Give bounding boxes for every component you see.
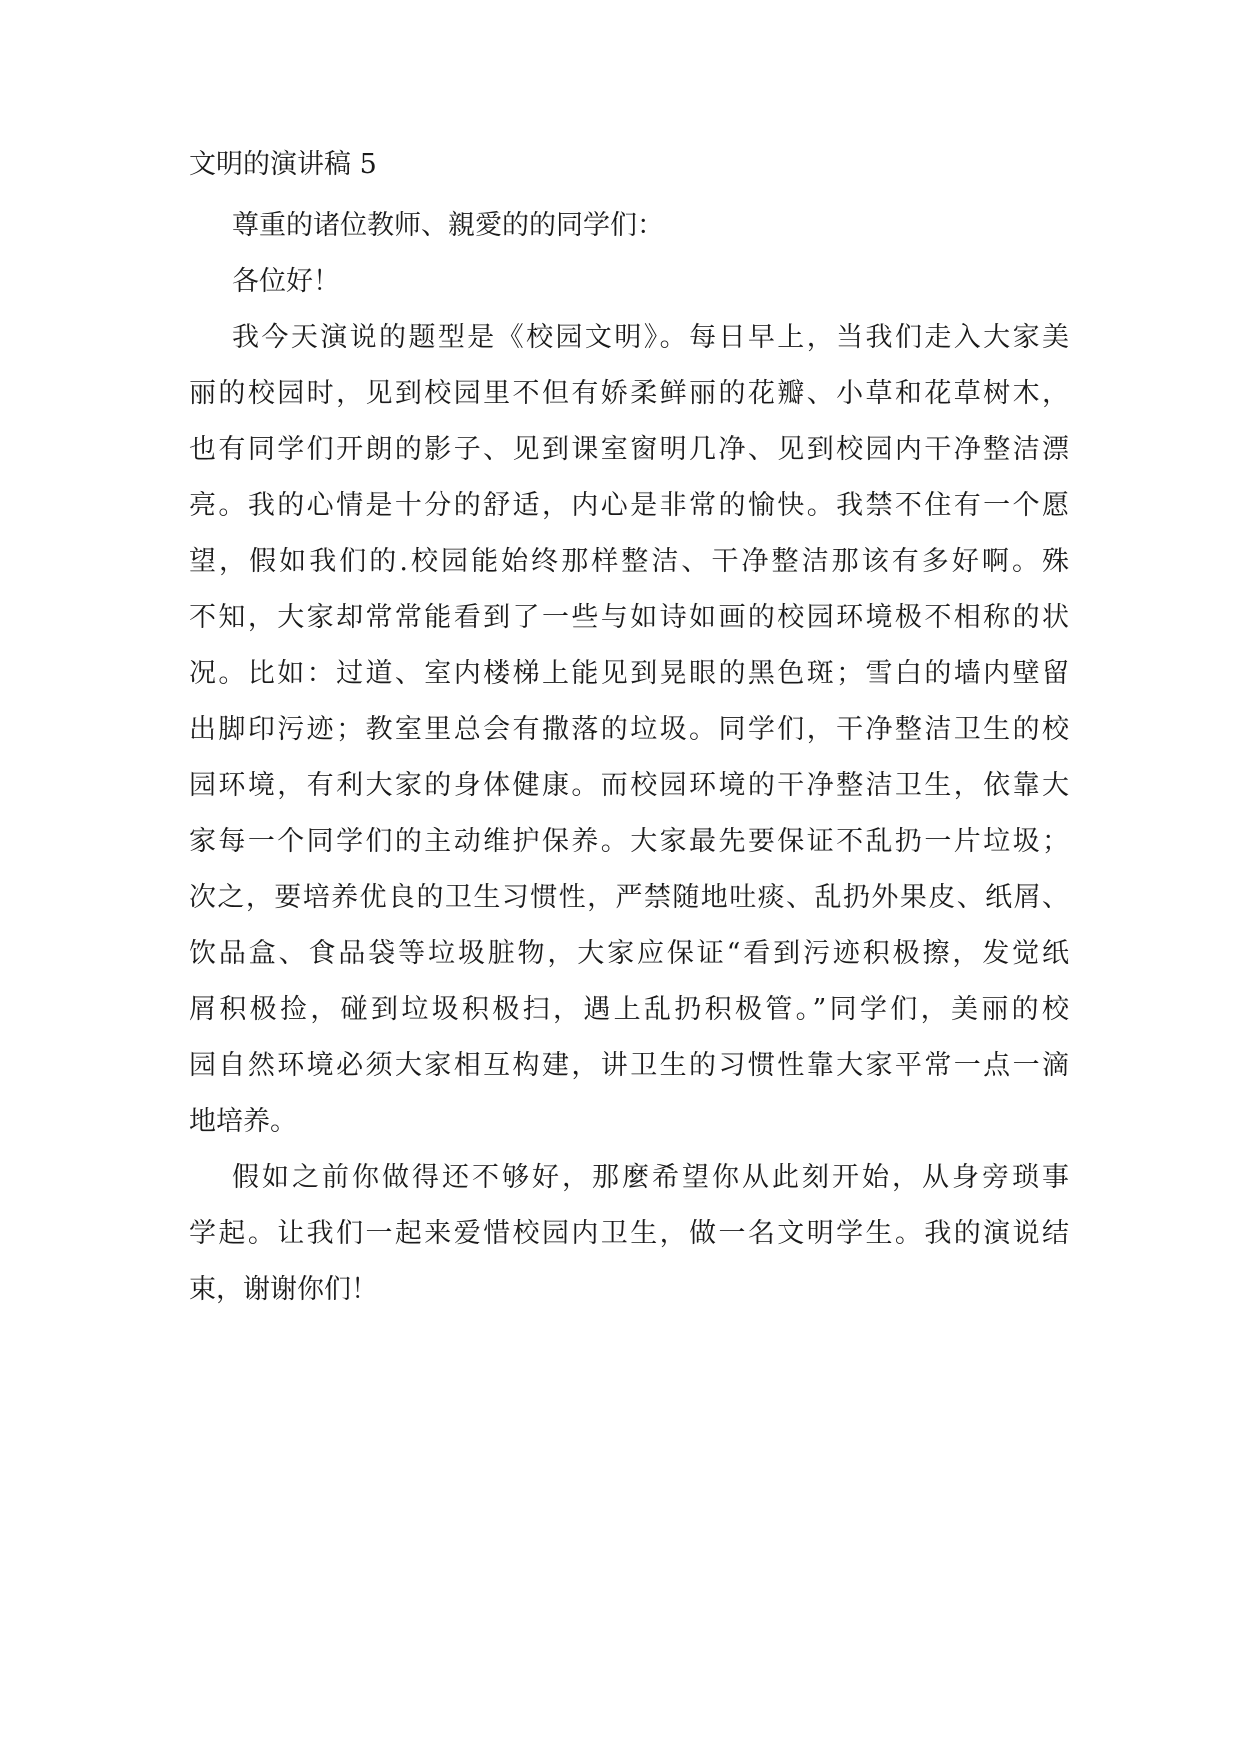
paragraph-line: 次之，要培养优良的卫生习惯性，严禁随地吐痰、乱扔外果皮、纸屑、 — [189, 882, 1069, 913]
paragraph-line: 亮。我的心情是十分的舒适，内心是非常的愉快。我禁不住有一个愿 — [189, 490, 1069, 521]
paragraph-line: 尊重的诸位教师、親愛的的同学们： — [232, 210, 664, 241]
paragraph-line: 我今天演说的题型是《校园文明》。每日早上，当我们走入大家美 — [232, 322, 1069, 353]
paragraph-line: 况。比如：过道、室内楼梯上能见到晃眼的黑色斑；雪白的墙内壁留 — [189, 658, 1069, 689]
paragraph-line: 屑积极捡，碰到垃圾积极扫，遇上乱扔积极管。”同学们，美丽的校 — [189, 994, 1069, 1025]
document-title: 文明的演讲稿 5 — [189, 149, 377, 180]
paragraph-line: 丽的校园时，见到校园里不但有娇柔鲜丽的花瓣、小草和花草树木， — [189, 378, 1069, 409]
paragraph-line: 束，谢谢你们！ — [189, 1274, 378, 1305]
paragraph-line: 也有同学们开朗的影子、见到课室窗明几净、见到校园内干净整洁漂 — [189, 434, 1069, 465]
paragraph-line: 家每一个同学们的主动维护保养。大家最先要保证不乱扔一片垃圾； — [189, 826, 1069, 857]
paragraph-line: 园环境，有利大家的身体健康。而校园环境的干净整洁卫生，依靠大 — [189, 770, 1069, 801]
paragraph-line: 各位好！ — [232, 266, 340, 297]
paragraph-line: 饮品盒、食品袋等垃圾脏物，大家应保证“看到污迹积极擦，发觉纸 — [189, 938, 1069, 969]
paragraph-line: 出脚印污迹；教室里总会有撒落的垃圾。同学们，干净整洁卫生的校 — [189, 714, 1069, 745]
paragraph-line: 假如之前你做得还不够好，那麼希望你从此刻开始，从身旁琐事 — [232, 1162, 1069, 1193]
paragraph-line: 不知，大家却常常能看到了一些与如诗如画的校园环境极不相称的状 — [189, 602, 1069, 633]
paragraph-line: 地培养。 — [189, 1106, 297, 1137]
paragraph-line: 学起。让我们一起来爱惜校园内卫生，做一名文明学生。我的演说结 — [189, 1218, 1069, 1249]
paragraph-line: 望，假如我们的.校园能始终那样整洁、干净整洁那该有多好啊。殊 — [189, 546, 1069, 577]
paragraph-line: 园自然环境必须大家相互构建，讲卫生的习惯性靠大家平常一点一滴 — [189, 1050, 1069, 1081]
